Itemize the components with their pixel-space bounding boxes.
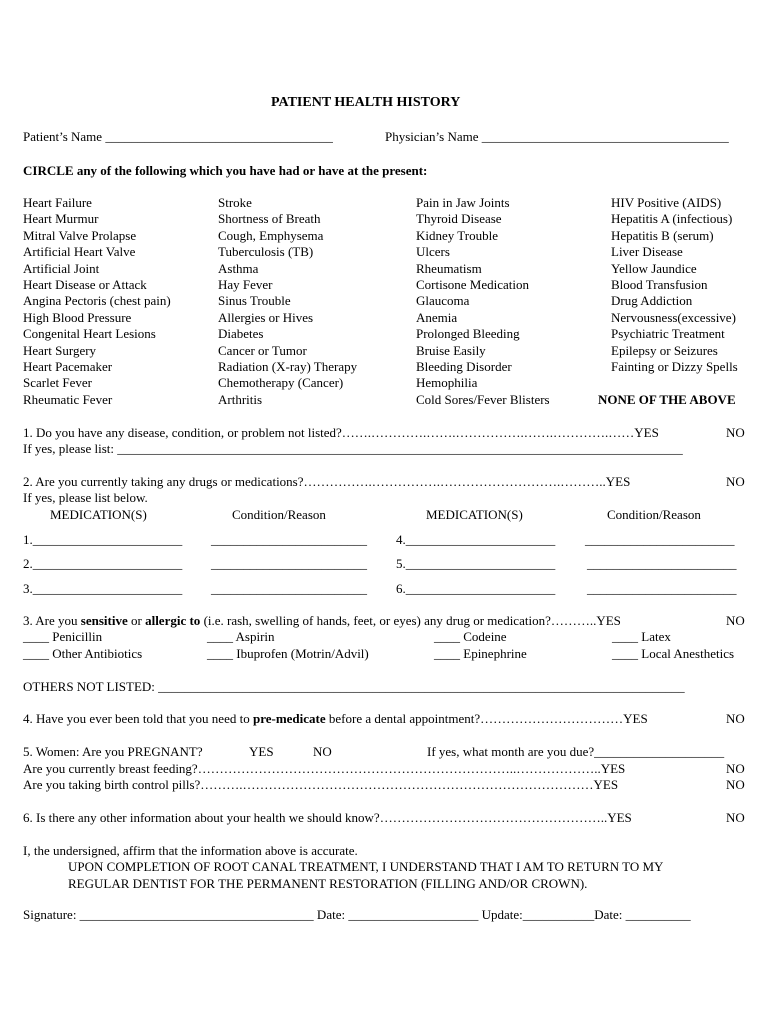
condition-item[interactable]: Cortisone Medication [416, 277, 530, 293]
condition-item[interactable]: Ulcers [416, 244, 450, 260]
q3-text: 3. Are you [23, 613, 81, 628]
condition-item[interactable]: Allergies or Hives [218, 309, 314, 325]
condition-item[interactable]: Mitral Valve Prolapse [23, 227, 137, 243]
condition-item[interactable]: Radiation (X-ray) Therapy [218, 359, 358, 375]
others-not-listed-field[interactable]: OTHERS NOT LISTED: _________________________________________________________________________________ [23, 679, 685, 694]
medication-field[interactable]: 3._______________________ [23, 581, 183, 596]
condition-item[interactable]: Artificial Heart Valve [23, 244, 136, 260]
q1-list-field[interactable]: If yes, please list: _______________________________________________________________________________________ [23, 441, 683, 456]
medication-header: MEDICATION(S) [426, 507, 523, 522]
patient-name-field[interactable]: Patient’s Name ___________________________________ [23, 129, 333, 144]
condition-item[interactable]: HIV Positive (AIDS) [611, 195, 722, 210]
signature-line[interactable]: Signature: ____________________________________ Date: ____________________ Update:___________Date: __________ [23, 907, 691, 922]
q3-or: or [127, 613, 146, 628]
condition-item[interactable]: Psychiatric Treatment [611, 326, 725, 342]
allergen-epinephrine[interactable]: ____ Epinephrine [434, 646, 527, 661]
due-month-field[interactable]: If yes, what month are you due?____________________ [427, 744, 725, 759]
q2-no-option[interactable]: NO [726, 474, 745, 489]
allergen-codeine[interactable]: ____ Codeine [434, 629, 507, 644]
root-canal-notice-line-1: UPON COMPLETION OF ROOT CANAL TREATMENT, I UNDERSTAND THAT I AM TO RETURN TO MY [68, 859, 664, 874]
q2-list-instruction: If yes, please list below. [23, 490, 148, 505]
allergen-penicillin[interactable]: ____ Penicillin [23, 629, 103, 644]
medication-field[interactable]: 5._______________________ [396, 556, 556, 571]
question-1: 1. Do you have any disease, condition, or problem not listed?…….………….…….…………….…….………….……YES [23, 425, 659, 440]
condition-item[interactable]: Congenital Heart Lesions [23, 326, 156, 342]
condition-field[interactable]: _______________________ [585, 532, 735, 547]
condition-item[interactable]: Hepatitis A (infectious) [611, 211, 733, 227]
condition-item[interactable]: Drug Addiction [611, 293, 693, 309]
condition-item[interactable]: Heart Failure [23, 195, 92, 210]
allergen-ibuprofen[interactable]: ____ Ibuprofen (Motrin/Advil) [207, 646, 369, 661]
condition-item[interactable]: Hay Fever [218, 277, 273, 293]
condition-field[interactable]: _______________________ [587, 556, 737, 571]
condition-item[interactable]: Tuberculosis (TB) [218, 244, 314, 260]
q4-bold: pre-medicate [252, 711, 326, 726]
q1-no-option[interactable]: NO [726, 425, 745, 440]
q3-allergic: allergic to [145, 613, 201, 628]
medication-field[interactable]: 6._______________________ [396, 581, 556, 596]
conditions-column-4 [598, 195, 738, 408]
condition-item[interactable]: Liver Disease [611, 244, 683, 260]
question-5-pregnant: 5. Women: Are you PREGNANT? [23, 744, 203, 759]
conditions-column-3 [416, 195, 550, 408]
q3-sensitive: sensitive [80, 613, 128, 628]
physician-name-field[interactable]: Physician’s Name ______________________________________ [385, 129, 729, 144]
condition-item[interactable]: Asthma [218, 260, 259, 276]
condition-item[interactable]: Hepatitis B (serum) [611, 227, 714, 243]
birth-control-question: Are you taking birth control pills?……….………………………………………………………………………YES [23, 777, 619, 792]
condition-item[interactable]: Shortness of Breath [218, 211, 321, 227]
allergen-local-anesthetics[interactable]: ____ Local Anesthetics [612, 646, 735, 661]
condition-item[interactable]: Sinus Trouble [218, 293, 291, 309]
q4-no-option[interactable]: NO [726, 711, 745, 726]
none-of-the-above[interactable]: NONE OF THE ABOVE [598, 391, 736, 407]
q4-text: 4. Have you ever been told that you need to [23, 711, 253, 726]
affirmation-text: I, the undersigned, affirm that the information above is accurate. [23, 843, 358, 858]
conditions-column-2 [218, 195, 357, 408]
condition-reason-header: Condition/Reason [232, 507, 326, 522]
allergen-latex[interactable]: ____ Latex [612, 629, 671, 644]
condition-item[interactable]: Artificial Joint [23, 260, 100, 276]
condition-item[interactable]: Thyroid Disease [416, 211, 502, 227]
condition-item[interactable]: Heart Murmur [23, 211, 99, 227]
condition-item[interactable]: Heart Surgery [23, 342, 97, 358]
condition-item[interactable]: Pain in Jaw Joints [416, 195, 510, 210]
condition-item[interactable]: Stroke [218, 195, 252, 210]
q3-no-option[interactable]: NO [726, 613, 745, 628]
q4-rest: before a dental appointment?……………………………YES [325, 711, 648, 726]
question-6: 6. Is there any other information about your health we should know?……………………………………………..YES [23, 810, 632, 825]
condition-item[interactable]: Cold Sores/Fever Blisters [416, 391, 550, 407]
condition-item[interactable]: Angina Pectoris (chest pain) [23, 293, 171, 309]
birth-control-no-option[interactable]: NO [726, 777, 745, 792]
condition-item[interactable]: Cancer or Tumor [218, 342, 307, 358]
condition-field[interactable]: ________________________ [211, 532, 367, 547]
condition-item[interactable]: Yellow Jaundice [611, 260, 697, 276]
condition-item[interactable]: Nervousness(excessive) [611, 309, 736, 325]
medication-field[interactable]: 4._______________________ [396, 532, 556, 547]
condition-field[interactable]: ________________________ [211, 556, 367, 571]
condition-item[interactable]: Prolonged Bleeding [416, 326, 520, 342]
condition-item[interactable]: Arthritis [218, 391, 263, 407]
q6-no-option[interactable]: NO [726, 810, 745, 825]
condition-item[interactable]: Rheumatism [416, 260, 482, 276]
condition-item[interactable]: Hemophilia [416, 375, 478, 391]
condition-field[interactable]: ________________________ [211, 581, 367, 596]
condition-item[interactable]: Epilepsy or Seizures [611, 342, 718, 358]
circle-instruction: CIRCLE any of the following which you have had or have at the present: [23, 163, 428, 178]
condition-item[interactable]: Chemotherapy (Cancer) [218, 375, 344, 391]
medication-header: MEDICATION(S) [50, 507, 147, 522]
condition-item[interactable]: Scarlet Fever [23, 375, 92, 391]
condition-item[interactable]: Fainting or Dizzy Spells [611, 359, 738, 375]
q5-no-option[interactable]: NO [313, 744, 332, 759]
condition-item[interactable]: Heart Pacemaker [23, 359, 113, 375]
condition-field[interactable]: _______________________ [587, 581, 737, 596]
condition-item[interactable]: Glaucoma [416, 293, 470, 309]
condition-item[interactable]: Bleeding Disorder [416, 359, 512, 375]
question-2: 2. Are you currently taking any drugs or medications?…………….…………….……………………….………..YES [23, 474, 631, 489]
condition-item[interactable]: Cough, Emphysema [218, 227, 324, 243]
breast-feeding-question: Are you currently breast feeding?………………………………………………………………..………………..YES [23, 761, 626, 776]
condition-item[interactable]: Rheumatic Fever [23, 391, 113, 407]
conditions-column-1 [23, 195, 171, 408]
condition-item[interactable]: Bruise Easily [416, 342, 486, 358]
q3-rest: (i.e. rash, swelling of hands, feet, or eyes) any drug or medication?………..YES [200, 613, 621, 628]
condition-item[interactable]: Kidney Trouble [416, 227, 498, 243]
condition-item[interactable]: Anemia [416, 309, 458, 325]
q5-yes-option[interactable]: YES [249, 744, 274, 759]
question-3 [23, 613, 621, 629]
medication-field[interactable]: 1._______________________ [23, 532, 183, 547]
allergen-other-antibiotics[interactable]: ____ Other Antibiotics [23, 646, 143, 661]
medication-field[interactable]: 2._______________________ [23, 556, 183, 571]
question-4 [23, 711, 648, 727]
root-canal-notice-line-2: REGULAR DENTIST FOR THE PERMANENT RESTORATION (FILLING AND/OR CROWN). [68, 876, 588, 891]
condition-item[interactable]: Blood Transfusion [611, 277, 708, 293]
condition-reason-header: Condition/Reason [607, 507, 701, 522]
form-title: PATIENT HEALTH HISTORY [271, 95, 461, 110]
condition-item[interactable]: Heart Disease or Attack [23, 277, 147, 293]
allergen-aspirin[interactable]: ____ Aspirin [207, 629, 275, 644]
condition-item[interactable]: High Blood Pressure [23, 309, 132, 325]
breast-feeding-no-option[interactable]: NO [726, 761, 745, 776]
condition-item[interactable]: Diabetes [218, 326, 264, 342]
